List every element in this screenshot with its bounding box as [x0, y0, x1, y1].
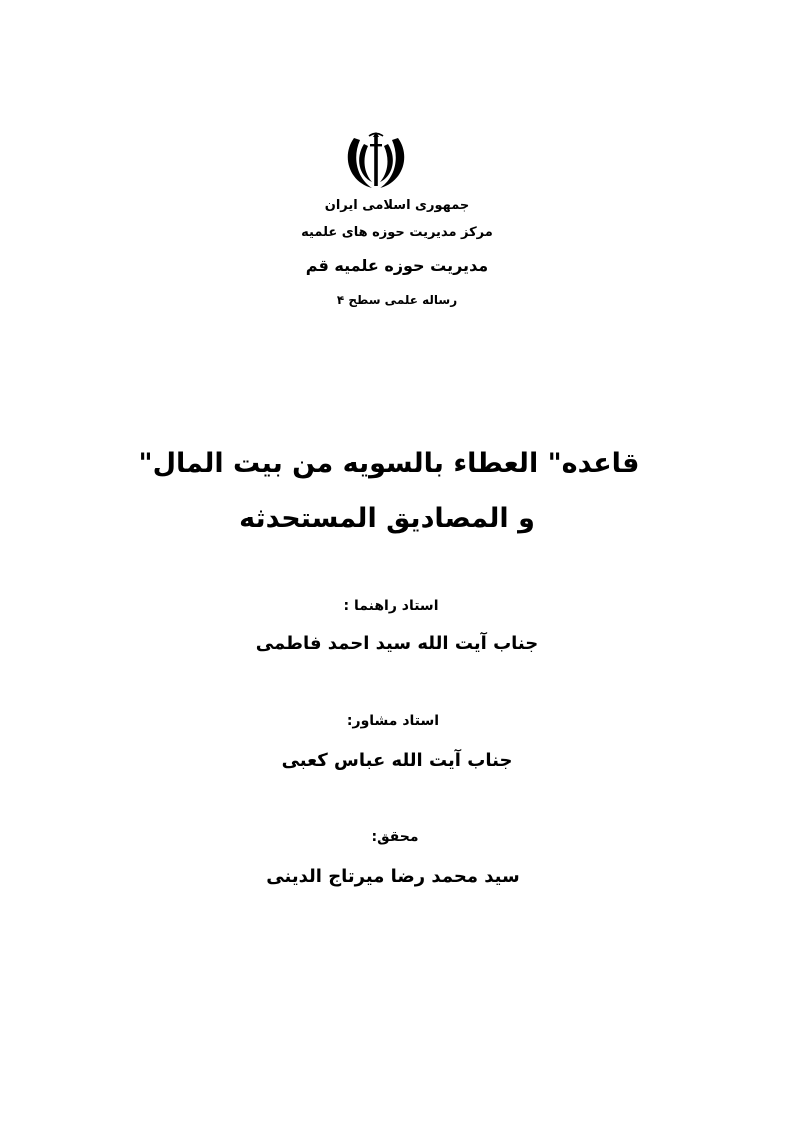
management-center-heading: مرکز مدیریت حوزه های علمیه — [301, 225, 493, 240]
supervisor-label: استاد راهنما : — [343, 598, 439, 614]
supervisor-name: جناب آیت الله سید احمد فاطمی — [255, 633, 539, 654]
advisor-label: استاد مشاور: — [346, 713, 440, 729]
advisor-name: جناب آیت الله عباس کعبی — [281, 750, 513, 771]
thesis-level-label: رساله علمی سطح ۴ — [336, 293, 458, 307]
researcher-name: سید محمد رضا میرتاج الدینی — [266, 866, 520, 887]
thesis-title-line-1: قاعده" العطاء بالسویه من بیت المال" — [138, 448, 640, 479]
iran-emblem-icon — [345, 130, 407, 192]
qom-seminary-heading: مدیریت حوزه علمیه قم — [305, 256, 489, 275]
republic-heading: جمهوری اسلامی ایران — [324, 198, 470, 213]
thesis-title-line-2: و المصادیق المستحدثه — [239, 503, 535, 534]
researcher-label: محقق: — [371, 829, 419, 845]
